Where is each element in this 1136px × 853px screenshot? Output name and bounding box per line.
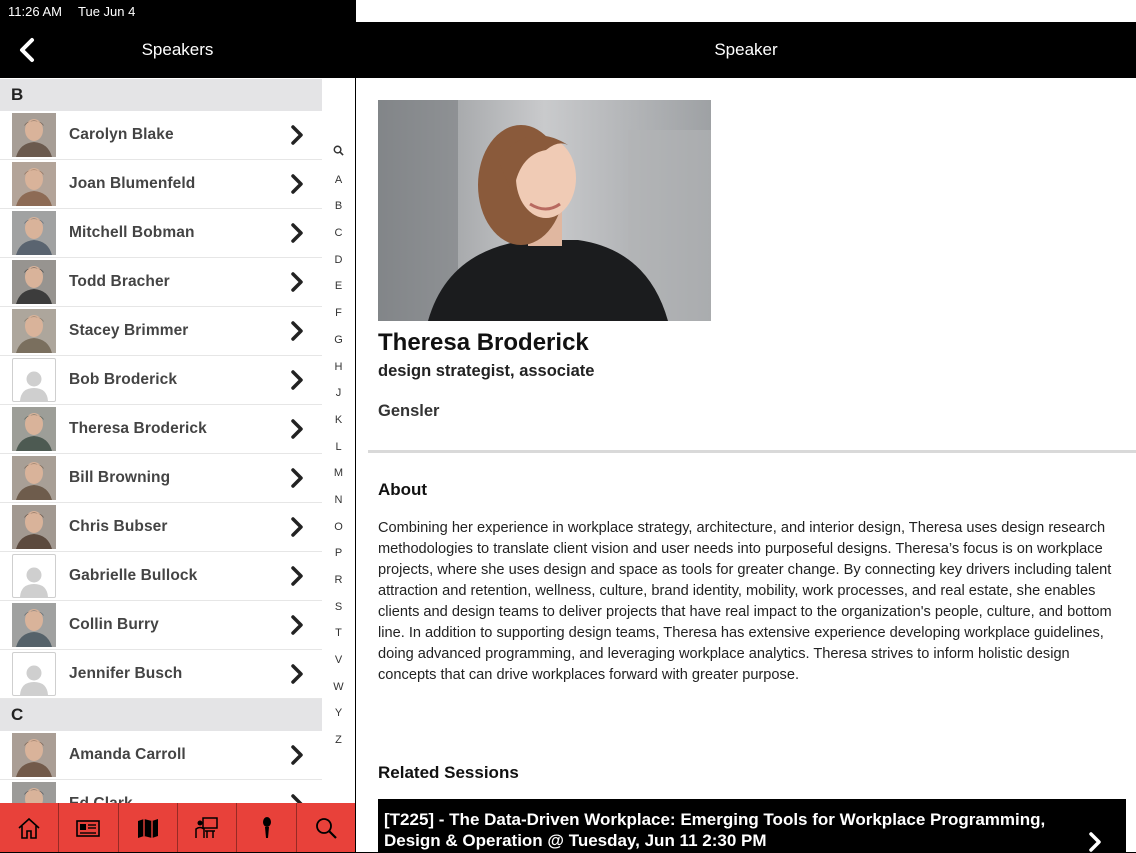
- chevron-right-icon: [290, 467, 304, 489]
- tab-home[interactable]: [0, 803, 59, 852]
- chevron-right-icon: [1088, 831, 1102, 853]
- chevron-right-icon: [290, 744, 304, 766]
- tab-search[interactable]: [297, 803, 355, 852]
- index-letter[interactable]: Z: [335, 734, 342, 747]
- index-letter[interactable]: J: [335, 387, 342, 400]
- speaker-name-label: Joan Blumenfeld: [69, 175, 196, 192]
- index-letter[interactable]: N: [334, 493, 343, 506]
- contact-card-icon: [75, 815, 101, 841]
- related-session-label: [T225] - The Data-Driven Workplace: Emerging Tools for Workplace Programming, Design & Operation @ Tuesday, Jun 11 2:30 PM: [384, 810, 1046, 850]
- chevron-right-icon: [290, 320, 304, 342]
- avatar: [12, 309, 56, 353]
- tab-exhibitor[interactable]: [178, 803, 237, 852]
- chevron-right-icon: [290, 516, 304, 538]
- home-icon: [16, 815, 42, 841]
- speaker-name-label: Todd Bracher: [69, 273, 170, 290]
- tab-contact-card[interactable]: [59, 803, 118, 852]
- speaker-job-title: design strategist, associate: [378, 362, 595, 380]
- speaker-row[interactable]: [0, 650, 322, 699]
- chevron-right-icon: [290, 565, 304, 587]
- speaker-name-label: Carolyn Blake: [69, 126, 174, 143]
- detail-title: Speaker: [714, 40, 778, 59]
- speaker-name-label: Amanda Carroll: [69, 746, 186, 763]
- index-letter[interactable]: M: [333, 467, 344, 480]
- speaker-row[interactable]: [0, 356, 322, 405]
- speaker-row[interactable]: [0, 209, 322, 258]
- speaker-photo: [378, 100, 711, 321]
- chevron-right-icon: [290, 663, 304, 685]
- index-letter[interactable]: O: [334, 520, 343, 533]
- speaker-row[interactable]: [0, 503, 322, 552]
- microphone-icon: [253, 815, 279, 841]
- speaker-company: Gensler: [378, 402, 440, 420]
- index-letter[interactable]: B: [334, 200, 343, 213]
- speakers-pane: [0, 0, 355, 852]
- speaker-name-label: Theresa Broderick: [69, 420, 207, 437]
- index-letter[interactable]: G: [334, 333, 343, 346]
- avatar: [12, 505, 56, 549]
- speaker-name-label: Bob Broderick: [69, 371, 178, 388]
- tab-map[interactable]: [119, 803, 178, 852]
- avatar: [12, 456, 56, 500]
- speaker-name-label: Jennifer Busch: [69, 665, 183, 682]
- speaker-row[interactable]: [0, 731, 322, 780]
- exhibitor-icon: [194, 815, 220, 841]
- section-header: C: [0, 699, 322, 731]
- chevron-right-icon: [290, 124, 304, 146]
- section-divider: [368, 450, 1136, 453]
- detail-nav-bar: [356, 22, 1136, 78]
- index-letter[interactable]: V: [334, 654, 343, 667]
- tab-microphone[interactable]: [237, 803, 296, 852]
- chevron-right-icon: [290, 271, 304, 293]
- index-letter[interactable]: C: [334, 227, 343, 240]
- speakers-title: Speakers: [141, 40, 214, 59]
- avatar: [12, 652, 56, 696]
- index-letter[interactable]: E: [334, 280, 343, 293]
- search-icon: [313, 815, 339, 841]
- avatar: [12, 733, 56, 777]
- chevron-right-icon: [290, 173, 304, 195]
- chevron-right-icon: [290, 369, 304, 391]
- speaker-list[interactable]: [0, 79, 322, 803]
- about-heading: About: [378, 480, 428, 499]
- speaker-row[interactable]: [0, 160, 322, 209]
- speakers-nav-bar: [0, 22, 355, 78]
- chevron-right-icon: [290, 418, 304, 440]
- speaker-row[interactable]: [0, 307, 322, 356]
- avatar: [12, 211, 56, 255]
- avatar: [12, 358, 56, 402]
- index-letter[interactable]: W: [333, 680, 344, 693]
- index-letter[interactable]: K: [334, 413, 343, 426]
- speaker-row[interactable]: [0, 454, 322, 503]
- speaker-name-label: Stacey Brimmer: [69, 322, 189, 339]
- speaker-name-label: Chris Bubser: [69, 518, 168, 535]
- about-text: Combining her experience in workplace strategy, architecture, and interior design, Theresa uses design research methodologies to translate client vision and user needs into purposeful designs. Theresa’s focus is on workplace projects, where she uses design and space as tools for greater change. By connecting key drivers including talent attraction and retention, wellness, culture, brand identity, mobility, work processes, and real estate, she enables clients and design teams to deliver projects that have real impact to the organization's people, culture, and bottom line. In addition to supporting design teams, Theresa has extensive experience developing workplace guidelines, doing advanced programming, and leveraging workplace analytics. Theresa strives to inform holistic design concepts that can drive workplaces forward with greater purpose.: [378, 520, 1112, 683]
- index-letter[interactable]: L: [335, 440, 342, 453]
- speaker-name-label: Mitchell Bobman: [69, 224, 195, 241]
- speaker-row[interactable]: [0, 405, 322, 454]
- alphabet-index[interactable]: [322, 140, 355, 754]
- index-letter[interactable]: P: [334, 547, 343, 560]
- chevron-right-icon: [290, 614, 304, 636]
- related-sessions-heading: Related Sessions: [378, 763, 519, 782]
- avatar: [12, 407, 56, 451]
- avatar: [12, 162, 56, 206]
- speaker-row[interactable]: [0, 258, 322, 307]
- index-search-icon[interactable]: [322, 140, 355, 167]
- related-session-item[interactable]: [378, 799, 1126, 852]
- index-letter[interactable]: S: [334, 600, 343, 613]
- speaker-detail-pane: [356, 0, 1136, 852]
- speaker-row[interactable]: [0, 552, 322, 601]
- status-date: Tue Jun 4: [78, 4, 136, 19]
- index-letter[interactable]: Y: [334, 707, 343, 720]
- avatar: [12, 113, 56, 157]
- speaker-name-label: Bill Browning: [69, 469, 171, 486]
- map-icon: [135, 815, 161, 841]
- avatar: [12, 554, 56, 598]
- index-letter[interactable]: R: [334, 574, 343, 586]
- status-time: 11:26 AM: [8, 4, 62, 19]
- chevron-right-icon: [290, 222, 304, 244]
- avatar: [12, 603, 56, 647]
- speaker-name-label: Collin Burry: [69, 616, 159, 633]
- index-letter[interactable]: D: [334, 253, 343, 266]
- avatar: [12, 260, 56, 304]
- speaker-name: Theresa Broderick: [378, 329, 589, 356]
- speaker-row[interactable]: [0, 601, 322, 650]
- index-letter[interactable]: A: [334, 173, 343, 186]
- index-letter[interactable]: T: [335, 627, 342, 640]
- speaker-name-label: Gabrielle Bullock: [69, 567, 198, 584]
- bottom-tab-bar: [0, 803, 355, 852]
- section-header: B: [0, 79, 322, 111]
- speaker-row[interactable]: [0, 111, 322, 160]
- index-letter[interactable]: H: [334, 360, 343, 373]
- index-letter[interactable]: F: [335, 307, 342, 320]
